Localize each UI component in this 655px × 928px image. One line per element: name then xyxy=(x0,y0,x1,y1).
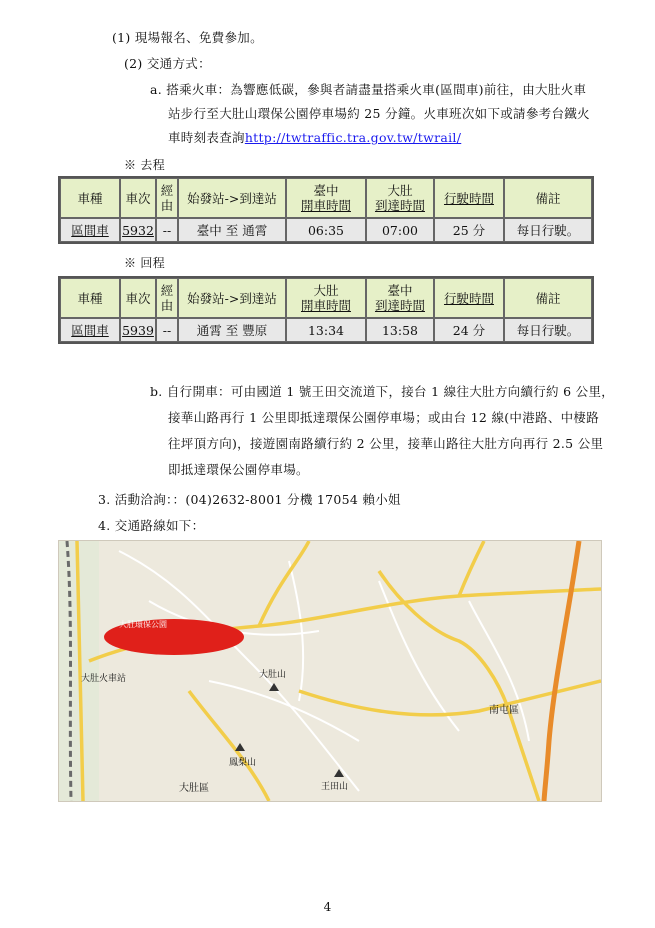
return-label: ※ 回程 xyxy=(124,256,166,270)
header-train-no: 車次 xyxy=(120,278,156,318)
cell-route: 通霄 至 豐原 xyxy=(178,318,286,342)
outbound-row xyxy=(60,218,592,242)
header-departure: 臺中 開車時間 xyxy=(286,178,366,218)
drive-text-2: 接華山路再行 1 公里即抵達環保公園停車場；或由台 12 線(中港路、中棲路 xyxy=(168,410,600,425)
cell-route: 臺中 至 通霄 xyxy=(178,218,286,242)
map-label-park: 大肚環保公園 xyxy=(119,620,167,629)
cell-arrival: 07:00 xyxy=(366,218,434,242)
cell-duration: 25 分 xyxy=(434,218,504,242)
cell-via: -- xyxy=(156,218,178,242)
tra-link[interactable]: http://twtraffic.tra.gov.tw/twrail/ xyxy=(244,130,462,145)
map-label-mountain: 鳳梨山 xyxy=(229,758,257,768)
header-route: 始發站->到達站 xyxy=(178,178,286,218)
route-map-heading: 4. 交通路線如下： xyxy=(98,518,205,533)
header-duration: 行駛時間 xyxy=(434,278,504,318)
contact-line: 3. 活動洽詢：：(04)2632-8001 分機 17054 賴小姐 xyxy=(98,492,401,507)
train-text-3 xyxy=(168,128,461,146)
page-number: 4 xyxy=(323,900,332,914)
header-note: 備註 xyxy=(504,178,592,218)
return-header-row xyxy=(60,278,592,318)
cell-arrival: 13:58 xyxy=(366,318,434,342)
cell-train-no: 5932 xyxy=(120,218,156,242)
train-text-1: a. 搭乘火車：為響應低碳，參與者請盡量搭乘火車(區間車)前往，由大肚火車 xyxy=(150,82,587,97)
map-label-nantun: 南屯區 xyxy=(489,705,519,716)
map-label-dadu-dist: 大肚區 xyxy=(179,783,209,794)
map-label-wangtian: 王田山 xyxy=(321,782,349,792)
header-via: 經 由 xyxy=(156,278,178,318)
cell-departure: 06:35 xyxy=(286,218,366,242)
cell-via: -- xyxy=(156,318,178,342)
outbound-label: ※ 去程 xyxy=(124,158,166,172)
cell-type: 區間車 xyxy=(60,318,120,342)
map-label-dadu-station: 大肚火車站 xyxy=(81,674,127,684)
cell-type: 區間車 xyxy=(60,218,120,242)
drive-text-4: 即抵達環保公園停車場。 xyxy=(168,462,309,477)
header-note: 備註 xyxy=(504,278,592,318)
header-train-no: 車次 xyxy=(120,178,156,218)
cell-note: 每日行駛。 xyxy=(504,318,592,342)
header-arrival: 大肚 到達時間 xyxy=(366,178,434,218)
cell-train-no: 5939 xyxy=(120,318,156,342)
header-via: 經 由 xyxy=(156,178,178,218)
train-text-3-prefix: 車時刻表查詢 xyxy=(168,130,245,145)
header-route: 始發站->到達站 xyxy=(178,278,286,318)
header-arrival: 臺中 到達時間 xyxy=(366,278,434,318)
cell-note: 每日行駛。 xyxy=(504,218,592,242)
outbound-header-row xyxy=(60,178,592,218)
header-duration: 行駛時間 xyxy=(434,178,504,218)
return-row xyxy=(60,318,592,342)
header-type: 車種 xyxy=(60,178,120,218)
return-table xyxy=(58,276,594,344)
header-departure: 大肚 開車時間 xyxy=(286,278,366,318)
cell-departure: 13:34 xyxy=(286,318,366,342)
drive-text-3: 往坪頂方向)，接遊園南路續行約 2 公里，接華山路往大肚方向再行 2.5 公里 xyxy=(168,436,604,451)
item-transport-heading: (2) 交通方式： xyxy=(124,56,211,71)
item-registration: (1) 現場報名、免費參加。 xyxy=(112,30,263,45)
map-label-dadu-mt: 大肚山 xyxy=(259,670,287,680)
route-map xyxy=(58,540,602,802)
cell-duration: 24 分 xyxy=(434,318,504,342)
train-text-2: 站步行至大肚山環保公園停車場約 25 分鐘。火車班次如下或請參考台鐵火 xyxy=(168,106,590,121)
header-type: 車種 xyxy=(60,278,120,318)
outbound-table xyxy=(58,176,594,244)
drive-text-1: b. 自行開車：可由國道 1 號王田交流道下，接台 1 線往大肚方向續行約 6 公里， xyxy=(150,384,615,399)
route-map-drawing xyxy=(59,541,601,801)
